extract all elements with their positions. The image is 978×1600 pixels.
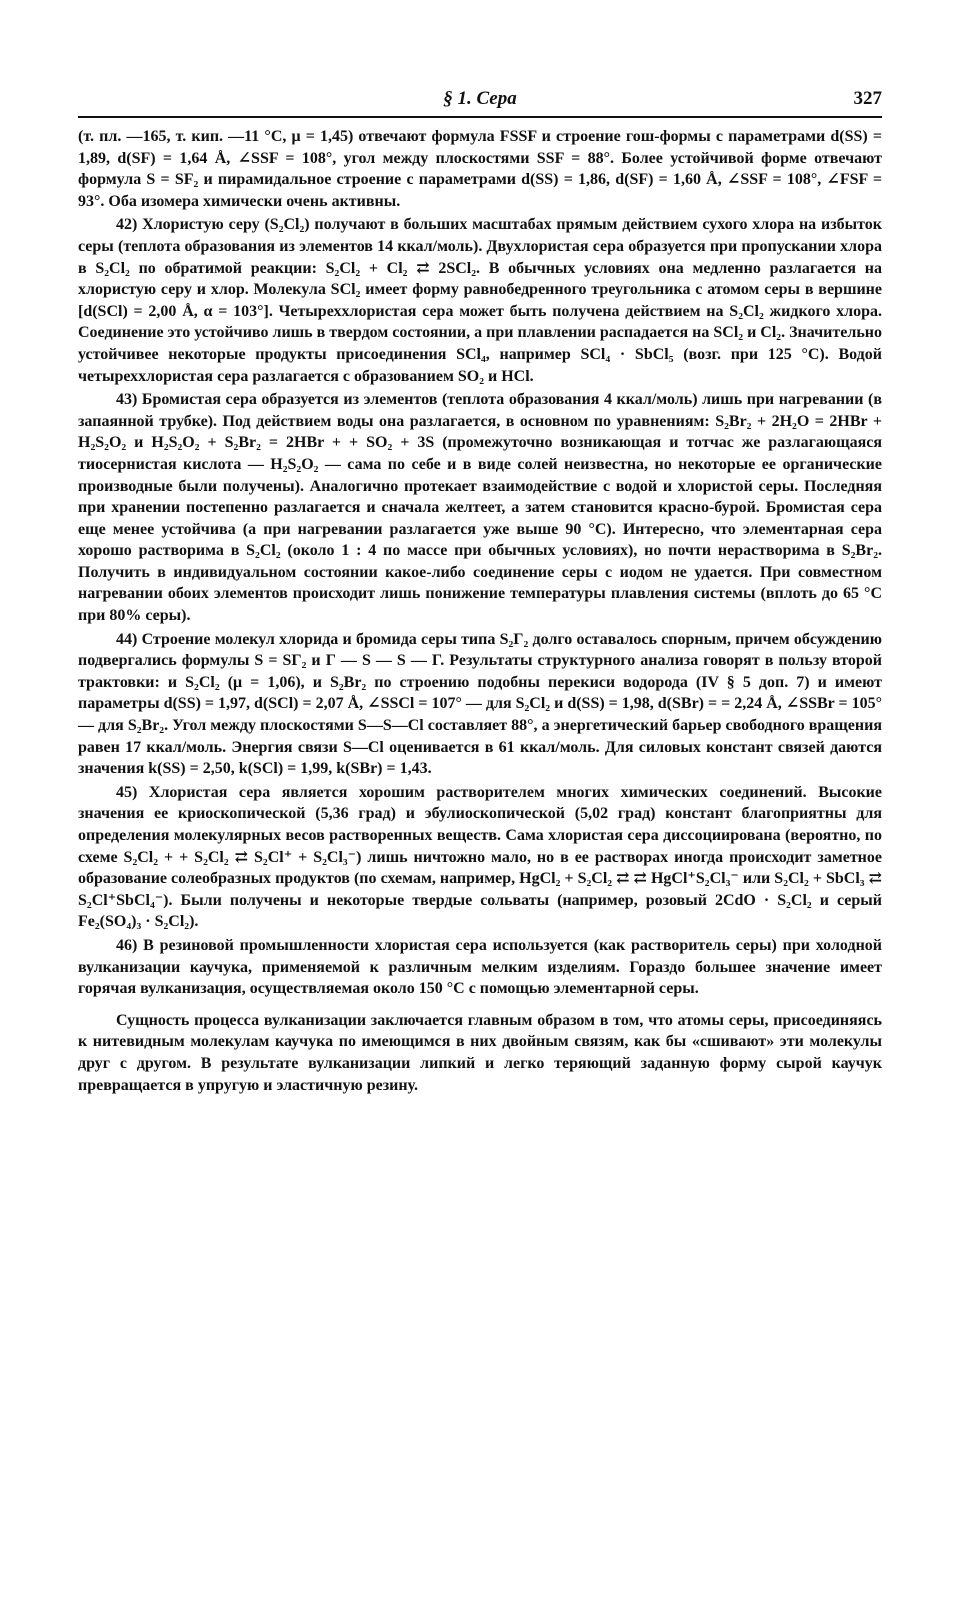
paragraph-note-45: 45) Хлористая сера является хорошим растворителем многих химических соединений. Высокие значения ее криоскопической (5,36 град) и эбулиоскопической (5,02 град) констант благоприятны для определения молекулярных весов растворенных веществ. Сама хлористая сера диссоциирована (вероятно, по схеме S₂Cl₂ + + S₂Cl₂ ⇄ S₂Cl⁺ + S₂Cl₃⁻) лишь ничтожно мало, но в ее растворах иногда происходит заметное образование солеобразных продуктов (по схемам, например, HgCl₂ + S₂Cl₂ ⇄ ⇄ HgCl⁺S₂Cl₃⁻ или S₂Cl₂ + SbCl₃ ⇄ S₂Cl⁺SbCl₄⁻). Были получены и некоторые твердые сольваты (например, розовый 2CdO · S₂Cl₂ и серый Fe₂(SO₄)₃ · S₂Cl₂). <box>78 783 882 931</box>
section-title: § 1. Сера <box>443 88 517 109</box>
header-rule <box>78 116 882 118</box>
paragraph-note-46: 46) В резиновой промышленности хлористая сера используется (как растворитель серы) при холодной вулканизации каучука, применяемой к различным мелким изделиям. Гораздо большее значение имеет горячая вулканизация, осуществляемая около 150 °С с помощью элементарной серы. <box>78 936 882 998</box>
page-header <box>78 88 882 114</box>
page-body <box>78 126 882 1098</box>
paragraph-vulcanization: Сущность процесса вулканизации заключается главным образом в том, что атомы серы, присоединяясь к нитевидным молекулам каучука по имеющимся в них двойным связям, как бы «сшивают» эти молекулы друг с другом. В результате вулканизации липкий и легко теряющий заданную форму сырой каучук превращается в упругую и эластичную резину. <box>78 1011 882 1094</box>
page-number: 327 <box>853 88 882 109</box>
paragraph-note-42: 42) Хлористую серу (S₂Cl₂) получают в больших масштабах прямым действием сухого хлора на избыток серы (теплота образования из элементов 14 ккал/моль). Двухлористая сера образуется при пропускании хлора в S₂Cl₂ по обратимой реакции: S₂Cl₂ + Cl₂ ⇄ 2SCl₂. В обычных условиях она медленно разлагается на хлористую серу и хлор. Молекула SCl₂ имеет форму равнобедренного треугольника с атомом серы в вершине [d(SCl) = 2,00 Å, α = 103°]. Четыреххлористая сера может быть получена действием на S₂Cl₂ жидкого хлора. Соединение это устойчиво лишь в твердом состоянии, а при плавлении распадается на SCl₂ и Cl₂. Значительно устойчивее некоторые продукты присоединения SCl₄, например SCl₄ · SbCl₅ (возг. при 125 °С). Водой четыреххлористая сера разлагается с образованием SO₂ и HCl. <box>78 216 882 385</box>
paragraph-continuation: (т. пл. —165, т. кип. —11 °С, μ = 1,45) отвечают формула FSSF и строение гош-формы с параметрами d(SS) = 1,89, d(SF) = 1,64 Å, ∠SSF = 108°, угол между плоскостями SSF = 88°. Более устойчивой форме отвечают формула S = SF₂ и пирамидальное строение с параметрами d(SS) = 1,86, d(SF) = 1,60 Å, ∠SSF = 108°, ∠FSF = 93°. Оба изомера химически очень активны. <box>78 128 882 210</box>
paragraph-note-43: 43) Бромистая сера образуется из элементов (теплота образования 4 ккал/моль) лишь при нагревании (в запаянной трубке). Под действием воды она разлагается, в основном по уравнениям: S₂Br₂ + 2H₂O = 2HBr + H₂S₂O₂ и H₂S₂O₂ + S₂Br₂ = 2HBr + + SO₂ + 3S (промежуточно возникающая и тотчас же разлагающаяся тиосернистая кислота — H₂S₂O₂ — сама по себе и в виде солей неизвестна, но некоторые ее органические производные были получены). Аналогично протекает взаимодействие с водой и хлористой серы. Последняя при хранении постепенно разлагается и сначала желтеет, а затем становится красно-бурой. Бромистая сера еще менее устойчива (а при нагревании разлагается уже выше 90 °С). Интересно, что элементарная сера хорошо растворима в S₂Cl₂ (около 1 : 4 по массе при обычных условиях), но почти нерастворима в S₂Br₂. Получить в индивидуальном состоянии какое-либо соединение серы с иодом не удается. При совместном нагревании обоих элементов происходит лишь понижение температуры плавления системы (вплоть до 65 °С при 80% серы). <box>78 391 882 625</box>
paragraph-note-44: 44) Строение молекул хлорида и бромида серы типа S₂Г₂ долго оставалось спорным, причем обсуждению подвергались формулы S = SГ₂ и Г — S — S — Г. Результаты структурного анализа говорят в пользу второй трактовки: и S₂Cl₂ (μ = 1,06), и S₂Br₂ по строению подобны перекиси водорода (IV § 5 доп. 7) и имеют параметры d(SS) = 1,97, d(SCl) = 2,07 Å, ∠SSCl = 107° — для S₂Cl₂ и d(SS) = 1,98, d(SBr) = = 2,24 Å, ∠SSBr = 105° — для S₂Br₂. Угол между плоскостями S—S—Cl составляет 88°, а энергетический барьер свободного вращения равен 17 ккал/моль. Энергия связи S—Cl оценивается в 61 ккал/моль. Для силовых констант связей даются значения k(SS) = 2,50, k(SCl) = 1,99, k(SBr) = 1,43. <box>78 630 882 778</box>
